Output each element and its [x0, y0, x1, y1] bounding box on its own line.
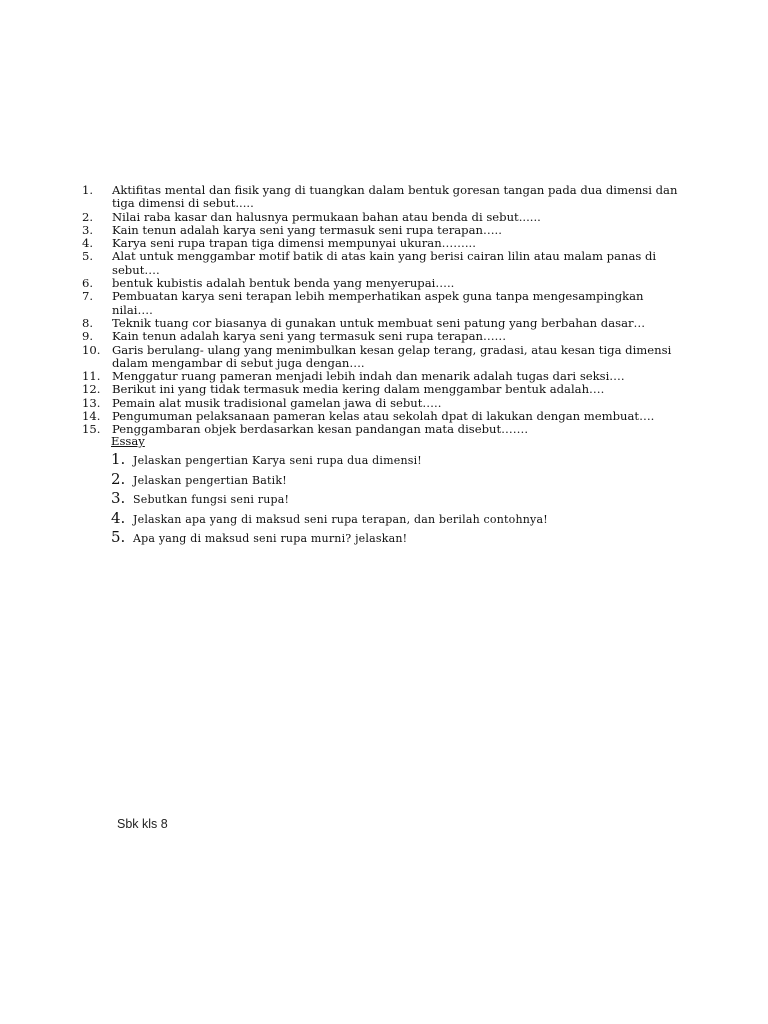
essay-text: Jelaskan pengertian Batik! — [133, 473, 287, 487]
essay-number: 1. — [111, 450, 126, 468]
question-number: 3. — [82, 222, 94, 237]
question-item — [82, 397, 682, 410]
question-text: Pengumuman pelaksanaan pameran kelas atau sekolah dpat di lakukan dengan membuat…. — [112, 409, 655, 424]
question-text: Berikut ini yang tidak termasuk media kering dalam menggambar bentuk adalah…. — [112, 382, 605, 397]
question-number: 11. — [82, 369, 101, 384]
essay-item — [111, 450, 631, 470]
question-item — [82, 344, 682, 371]
question-number: 6. — [82, 276, 94, 291]
question-number: 1. — [82, 183, 94, 197]
question-item — [82, 317, 682, 330]
essay-number: 5. — [111, 528, 126, 546]
question-item — [82, 237, 682, 250]
essay-item — [111, 489, 631, 509]
question-number: 2. — [82, 209, 94, 224]
essay-item — [111, 528, 631, 548]
essay-item — [111, 470, 631, 490]
question-number: 13. — [82, 395, 101, 410]
question-number: 4. — [82, 236, 94, 251]
question-item — [82, 370, 682, 383]
essay-questions — [111, 450, 631, 548]
question-text: Alat untuk menggambar motif batik di atas kain yang berisi cairan lilin atau malam panas di sebut…. — [112, 249, 657, 277]
essay-item — [111, 509, 631, 529]
essay-number: 4. — [111, 508, 126, 527]
question-number: 9. — [82, 329, 94, 344]
question-item — [82, 410, 682, 423]
question-text: Kain tenun adalah karya seni yang termasuk seni rupa terapan….. — [112, 222, 502, 237]
question-number: 7. — [82, 289, 94, 304]
question-text: Garis berulang- ulang yang menimbulkan kesan gelap terang, gradasi, atau kesan tiga dimensi dalam mengambar di sebut juga dengan…. — [112, 342, 672, 370]
question-number: 14. — [82, 409, 101, 424]
question-item — [82, 211, 682, 224]
question-text: Pemain alat musik tradisional gamelan jawa di sebut….. — [112, 395, 442, 410]
essay-text: Apa yang di maksud seni rupa murni? jelaskan! — [133, 532, 408, 545]
multiple-choice-questions — [82, 184, 682, 437]
question-text: Teknik tuang cor biasanya di gunakan untuk membuat seni patung yang berbahan dasar… — [112, 315, 646, 330]
question-number: 15. — [82, 422, 101, 437]
essay-text: Sebutkan fungsi seni rupa! — [133, 493, 290, 506]
question-text: Karya seni rupa trapan tiga dimensi mempunyai ukuran……... — [112, 236, 476, 251]
question-number: 5. — [82, 249, 94, 264]
question-item — [82, 277, 682, 290]
question-text: Menggatur ruang pameran menjadi lebih indah dan menarik adalah tugas dari seksi…. — [112, 369, 625, 384]
question-text: bentuk kubistis adalah bentuk benda yang menyerupai….. — [112, 276, 455, 291]
question-text: Aktifitas mental dan fisik yang di tuangkan dalam bentuk goresan tangan pada dua dimensi dan tiga dimensi di sebut..... — [112, 183, 678, 211]
question-item — [82, 184, 682, 211]
question-number: 8. — [82, 315, 94, 330]
page-footer: Sbk kls 8 — [117, 817, 168, 831]
question-text: Nilai raba kasar dan halusnya permukaan bahan atau benda di sebut...... — [112, 209, 541, 224]
question-item — [82, 383, 682, 396]
essay-number: 3. — [111, 489, 126, 507]
question-item — [82, 330, 682, 343]
essay-heading: Essay — [111, 434, 145, 448]
question-item — [82, 250, 682, 277]
question-number: 12. — [82, 382, 101, 397]
question-item — [82, 423, 682, 436]
question-text: Penggambaran objek berdasarkan kesan pandangan mata disebut……. — [112, 422, 529, 437]
question-number: 10. — [82, 342, 101, 357]
question-text: Kain tenun adalah karya seni yang termasuk seni rupa terapan…… — [112, 329, 507, 344]
question-text: Pembuatan karya seni terapan lebih memperhatikan aspek guna tanpa mengesampingkan nilai…. — [112, 289, 644, 317]
essay-text: Jelaskan apa yang di maksud seni rupa terapan, dan berilah contohnya! — [133, 512, 548, 526]
essay-number: 2. — [111, 469, 126, 488]
question-item — [82, 290, 682, 317]
question-item — [82, 224, 682, 237]
essay-text: Jelaskan pengertian Karya seni rupa dua dimensi! — [133, 454, 422, 467]
